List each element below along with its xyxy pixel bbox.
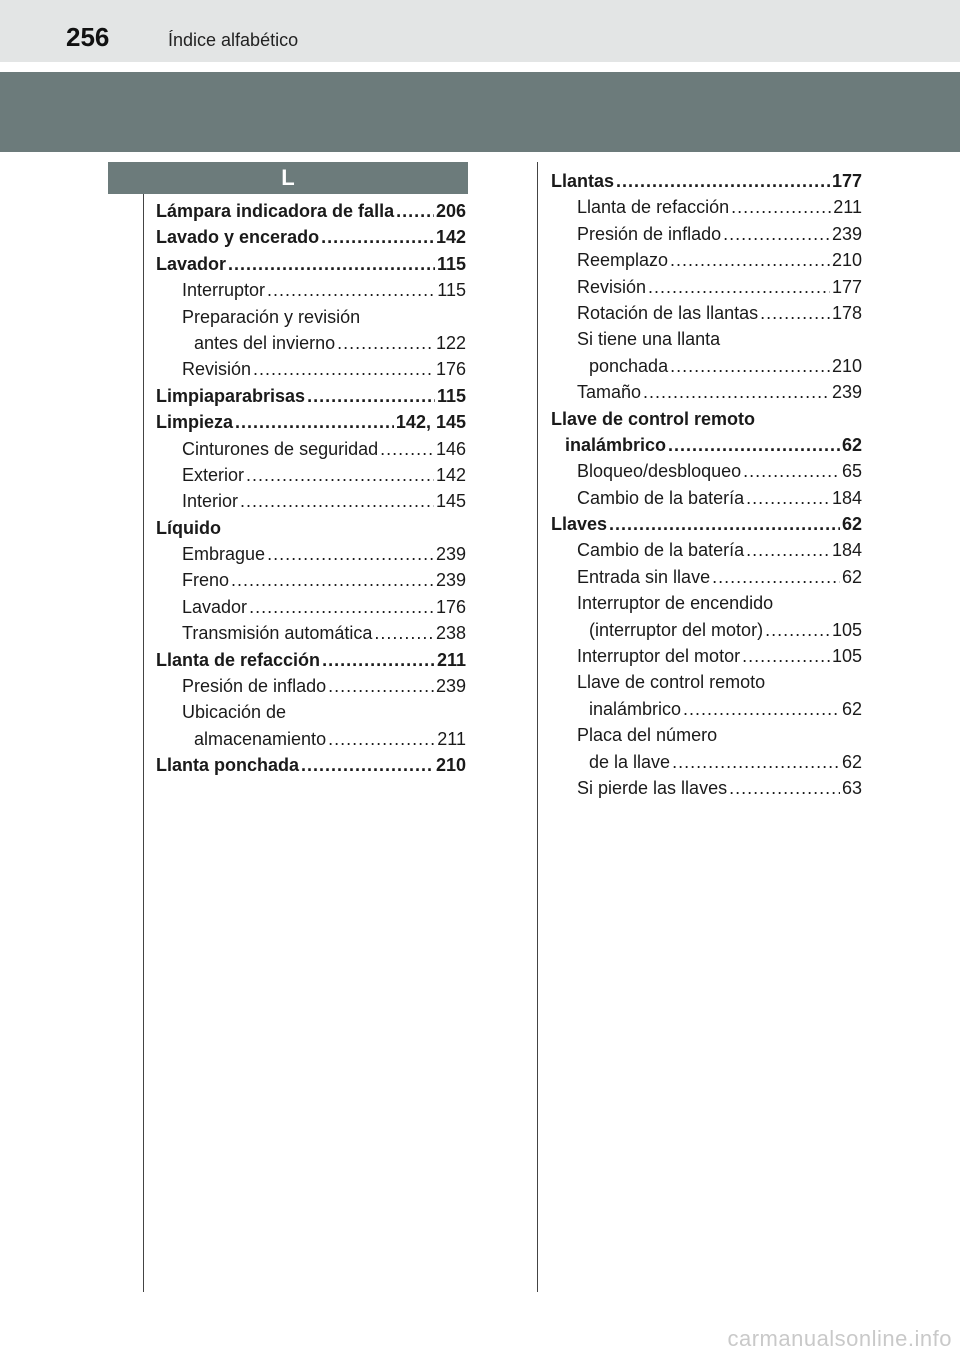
index-entry bbox=[551, 406, 862, 432]
index-entry bbox=[551, 511, 862, 537]
index-entry bbox=[551, 617, 862, 643]
index-entry bbox=[156, 409, 466, 435]
index-entry bbox=[156, 488, 466, 514]
entry-page-number[interactable]: 239 bbox=[831, 382, 862, 403]
entry-label: Exterior bbox=[182, 464, 245, 485]
index-entry bbox=[551, 168, 862, 194]
entry-page-number[interactable]: 184 bbox=[831, 540, 862, 561]
entry-label: Limpieza bbox=[156, 412, 234, 433]
leader-dots bbox=[760, 300, 830, 326]
leader-dots bbox=[648, 274, 830, 300]
entry-page-number[interactable]: 239 bbox=[435, 544, 466, 565]
leader-dots bbox=[253, 356, 434, 382]
index-entry bbox=[551, 749, 862, 775]
entry-page-number[interactable]: 210 bbox=[831, 250, 862, 271]
entry-page-number[interactable]: 142 bbox=[435, 227, 466, 248]
index-entry bbox=[551, 432, 862, 458]
entry-label: Llave de control remoto bbox=[577, 672, 766, 693]
entry-page-number[interactable]: 239 bbox=[435, 570, 466, 591]
entry-page-number[interactable]: 122 bbox=[435, 332, 466, 353]
entry-label: Cinturones de seguridad bbox=[182, 438, 379, 459]
index-entry bbox=[551, 194, 862, 220]
entry-label: Llanta de refacción bbox=[156, 649, 321, 670]
entry-page-number[interactable]: 62 bbox=[841, 751, 862, 772]
entry-label: Placa del número bbox=[577, 725, 718, 746]
entry-label: (interruptor del motor) bbox=[589, 619, 764, 640]
entry-page-number[interactable]: 178 bbox=[831, 302, 862, 323]
entry-page-number[interactable]: 177 bbox=[831, 276, 862, 297]
entry-label: Bloqueo/desbloqueo bbox=[577, 461, 742, 482]
leader-dots bbox=[643, 379, 830, 405]
index-entry bbox=[156, 647, 466, 673]
entry-label: Ubicación de bbox=[182, 702, 287, 723]
leader-dots bbox=[249, 594, 434, 620]
leader-dots bbox=[396, 198, 434, 224]
entry-page-number[interactable]: 115 bbox=[437, 280, 466, 301]
entry-page-number[interactable]: 239 bbox=[831, 223, 862, 244]
leader-dots bbox=[301, 752, 434, 778]
index-entry bbox=[156, 620, 466, 646]
letter-heading: L bbox=[108, 162, 468, 194]
entry-page-number[interactable]: 211 bbox=[436, 649, 466, 670]
entry-label: Llave de control remoto bbox=[551, 408, 756, 429]
index-entry bbox=[551, 353, 862, 379]
page-number: 256 bbox=[66, 22, 110, 52]
index-entry bbox=[551, 643, 862, 669]
leader-dots bbox=[609, 511, 840, 537]
index-entry bbox=[156, 356, 466, 382]
entry-label: Si pierde las llaves bbox=[577, 777, 728, 798]
entry-label: inalámbrico bbox=[565, 434, 667, 455]
entry-page-number[interactable]: 145 bbox=[435, 491, 466, 512]
leader-dots bbox=[668, 432, 840, 458]
entry-page-number[interactable]: 184 bbox=[831, 487, 862, 508]
entry-label: Presión de inflado bbox=[577, 223, 722, 244]
entry-label: Limpiaparabrisas bbox=[156, 385, 306, 406]
leader-dots bbox=[328, 726, 435, 752]
entry-page-number[interactable]: 176 bbox=[435, 596, 466, 617]
index-column-left bbox=[156, 198, 466, 779]
entry-page-number[interactable]: 105 bbox=[831, 646, 862, 667]
leader-dots bbox=[337, 330, 434, 356]
index-entry bbox=[551, 326, 862, 352]
entry-label: Interruptor del motor bbox=[577, 646, 741, 667]
index-entry bbox=[156, 462, 466, 488]
entry-page-number[interactable]: 62 bbox=[841, 698, 862, 719]
entry-page-number[interactable]: 211 bbox=[833, 197, 862, 218]
index-entry bbox=[551, 221, 862, 247]
index-entry bbox=[551, 485, 862, 511]
entry-label: Revisión bbox=[182, 359, 252, 380]
entry-page-number[interactable]: 115 bbox=[436, 253, 466, 274]
index-entry bbox=[156, 594, 466, 620]
leader-dots bbox=[231, 567, 434, 593]
entry-label: Lámpara indicadora de falla bbox=[156, 201, 395, 221]
leader-dots bbox=[765, 617, 830, 643]
index-entry bbox=[156, 304, 466, 330]
index-entry bbox=[156, 251, 466, 277]
entry-page-number[interactable]: 239 bbox=[435, 676, 466, 697]
leader-dots bbox=[328, 673, 434, 699]
leader-dots bbox=[235, 409, 394, 435]
index-entry bbox=[156, 673, 466, 699]
index-entry bbox=[551, 696, 862, 722]
index-entry bbox=[156, 515, 466, 541]
entry-page-number[interactable]: 210 bbox=[435, 755, 466, 776]
index-entry bbox=[551, 669, 862, 695]
entry-label: Rotación de las llantas bbox=[577, 302, 759, 323]
entry-label: Revisión bbox=[577, 276, 647, 297]
index-entry bbox=[551, 537, 862, 563]
leader-dots bbox=[246, 462, 434, 488]
leader-dots bbox=[321, 224, 434, 250]
entry-label: de la llave bbox=[589, 751, 671, 772]
entry-page-number[interactable]: 176 bbox=[435, 359, 466, 380]
leader-dots bbox=[743, 458, 840, 484]
entry-label: Llanta ponchada bbox=[156, 755, 300, 776]
entry-label: Líquido bbox=[156, 517, 221, 538]
entry-label: Cambio de la batería bbox=[577, 487, 745, 508]
entry-page-number[interactable]: 105 bbox=[831, 619, 862, 640]
index-entry bbox=[156, 383, 466, 409]
entry-label: Transmisión automática bbox=[182, 623, 373, 644]
entry-label: antes del invierno bbox=[194, 332, 336, 353]
entry-label: Interruptor de encendido bbox=[577, 593, 774, 614]
watermark: carmanualsonline.info bbox=[727, 1326, 952, 1351]
entry-page-number[interactable]: 142 bbox=[435, 464, 466, 485]
entry-label: Interruptor bbox=[182, 280, 266, 301]
index-entry bbox=[156, 224, 466, 250]
leader-dots bbox=[712, 564, 840, 590]
section-title: Índice alfabético bbox=[168, 30, 299, 50]
leader-dots bbox=[380, 436, 434, 462]
entry-page-number[interactable]: 238 bbox=[435, 623, 466, 644]
leader-dots bbox=[670, 247, 830, 273]
leader-dots bbox=[672, 749, 840, 775]
leader-dots bbox=[729, 775, 840, 801]
leader-dots bbox=[267, 541, 434, 567]
index-entry bbox=[551, 458, 862, 484]
leader-dots bbox=[228, 251, 435, 277]
entry-page-number[interactable]: 62 bbox=[841, 514, 862, 535]
entry-page-number[interactable]: 142, 145 bbox=[395, 412, 466, 433]
leader-dots bbox=[746, 485, 830, 511]
entry-label: Llantas bbox=[551, 171, 615, 191]
index-entry bbox=[156, 436, 466, 462]
entry-label: inalámbrico bbox=[589, 698, 682, 719]
leader-dots bbox=[670, 353, 830, 379]
index-entry bbox=[156, 541, 466, 567]
entry-page-number[interactable]: 206 bbox=[435, 201, 466, 221]
index-entry bbox=[551, 775, 862, 801]
entry-label: Interior bbox=[182, 491, 239, 512]
index-entry bbox=[551, 274, 862, 300]
entry-page-number[interactable]: 115 bbox=[436, 385, 466, 406]
index-entry bbox=[551, 247, 862, 273]
index-entry bbox=[156, 277, 466, 303]
entry-label: Lavador bbox=[182, 596, 248, 617]
leader-dots bbox=[374, 620, 434, 646]
entry-page-number[interactable]: 211 bbox=[437, 728, 466, 749]
entry-page-number[interactable]: 210 bbox=[831, 355, 862, 376]
index-entry bbox=[156, 726, 466, 752]
index-column-right bbox=[551, 168, 862, 801]
entry-label: Llaves bbox=[551, 514, 608, 535]
leader-dots bbox=[723, 221, 830, 247]
index-entry bbox=[551, 722, 862, 748]
index-entry bbox=[551, 379, 862, 405]
entry-label: almacenamiento bbox=[194, 728, 327, 749]
entry-page-number[interactable]: 65 bbox=[841, 461, 862, 482]
leader-dots bbox=[267, 277, 435, 303]
entry-page-number[interactable]: 62 bbox=[841, 434, 862, 455]
left-column-rule bbox=[143, 194, 144, 1292]
column-divider bbox=[537, 162, 538, 1292]
entry-page-number[interactable]: 177 bbox=[831, 171, 862, 191]
entry-label: Cambio de la batería bbox=[577, 540, 745, 561]
entry-label: Embrague bbox=[182, 544, 266, 565]
page-header bbox=[0, 0, 960, 62]
leader-dots bbox=[616, 168, 830, 194]
entry-label: Lavado y encerado bbox=[156, 227, 320, 248]
entry-label: Tamaño bbox=[577, 382, 642, 403]
entry-label: Reemplazo bbox=[577, 250, 669, 271]
index-entry bbox=[156, 198, 466, 224]
entry-page-number[interactable]: 62 bbox=[841, 566, 862, 587]
entry-label: Entrada sin llave bbox=[577, 566, 711, 587]
leader-dots bbox=[322, 647, 435, 673]
leader-dots bbox=[746, 537, 830, 563]
entry-label: Lavador bbox=[156, 253, 227, 274]
entry-page-number[interactable]: 146 bbox=[435, 438, 466, 459]
entry-label: Llanta de refacción bbox=[577, 197, 730, 218]
index-entry bbox=[156, 330, 466, 356]
entry-label: Freno bbox=[182, 570, 230, 591]
index-entry bbox=[156, 699, 466, 725]
leader-dots bbox=[240, 488, 434, 514]
entry-label: Si tiene una llanta bbox=[577, 329, 721, 350]
leader-dots bbox=[307, 383, 435, 409]
index-entry bbox=[156, 752, 466, 778]
entry-label: Preparación y revisión bbox=[182, 306, 361, 327]
index-entry bbox=[551, 590, 862, 616]
index-entry bbox=[551, 564, 862, 590]
entry-page-number[interactable]: 63 bbox=[841, 777, 862, 798]
leader-dots bbox=[742, 643, 830, 669]
index-entry bbox=[156, 567, 466, 593]
leader-dots bbox=[683, 696, 840, 722]
decorative-band bbox=[0, 72, 960, 152]
entry-label: Presión de inflado bbox=[182, 676, 327, 697]
leader-dots bbox=[731, 194, 831, 220]
entry-label: ponchada bbox=[589, 355, 669, 376]
index-entry bbox=[551, 300, 862, 326]
